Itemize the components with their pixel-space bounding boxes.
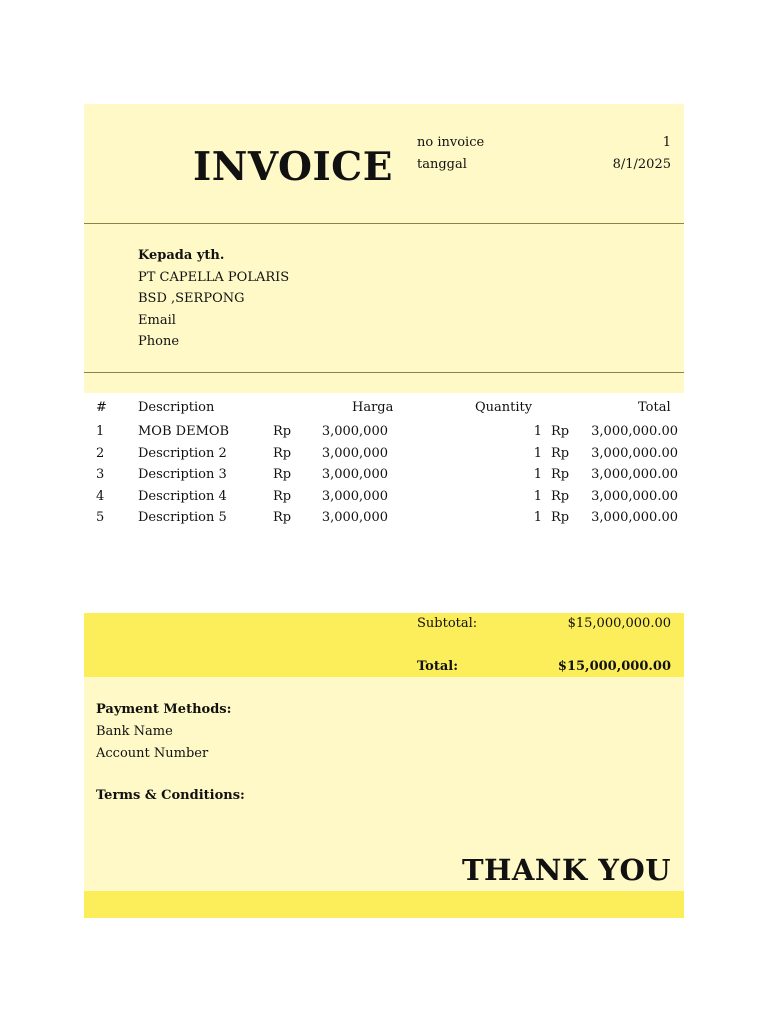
- row-price-currency: Rp: [273, 446, 292, 461]
- row-total-currency: Rp: [551, 424, 570, 439]
- row-total: 3,000,000.00: [591, 510, 678, 525]
- bottom-band: [84, 891, 684, 918]
- invoice-header: [84, 104, 684, 223]
- column-header-quantity: Quantity: [475, 400, 533, 415]
- row-price-currency: Rp: [273, 510, 292, 525]
- row-description: Description 4: [138, 489, 227, 504]
- row-description: MOB DEMOB: [138, 424, 230, 439]
- row-number: 4: [96, 489, 105, 504]
- bill-to-section: [84, 224, 684, 372]
- row-price: 3,000,000: [321, 467, 388, 482]
- bill-to-address: BSD ,SERPONG: [138, 291, 245, 306]
- invoice-number-label: no invoice: [417, 135, 485, 150]
- account-number: Account Number: [96, 746, 209, 761]
- row-number: 1: [96, 424, 105, 439]
- invoice-date-label: tanggal: [417, 157, 467, 172]
- row-quantity: 1: [533, 446, 542, 461]
- row-price: 3,000,000: [321, 489, 388, 504]
- row-description: Description 5: [138, 510, 227, 525]
- column-header-number: #: [96, 400, 107, 415]
- invoice-title: INVOICE: [193, 144, 393, 190]
- row-number: 3: [96, 467, 105, 482]
- row-quantity: 1: [533, 489, 542, 504]
- row-quantity: 1: [533, 424, 542, 439]
- row-price-currency: Rp: [273, 489, 292, 504]
- subtotal-label: Subtotal:: [417, 616, 478, 631]
- terms-heading: Terms & Conditions:: [96, 788, 245, 803]
- row-price-currency: Rp: [273, 424, 292, 439]
- bill-to-company: PT CAPELLA POLARIS: [138, 270, 290, 285]
- column-header-total: Total: [638, 400, 671, 415]
- row-total: 3,000,000.00: [591, 467, 678, 482]
- totals-section: [84, 613, 684, 677]
- payment-methods-heading: Payment Methods:: [96, 702, 232, 717]
- row-number: 2: [96, 446, 105, 461]
- total-label: Total:: [417, 659, 459, 674]
- column-header-description: Description: [138, 400, 215, 415]
- row-total: 3,000,000.00: [591, 489, 678, 504]
- thank-you-text: THANK YOU: [461, 853, 671, 887]
- row-total-currency: Rp: [551, 489, 570, 504]
- row-number: 5: [96, 510, 105, 525]
- footer-section: [84, 677, 684, 891]
- subtotal-value: $15,000,000.00: [567, 616, 671, 631]
- row-description: Description 2: [138, 446, 227, 461]
- bank-name: Bank Name: [96, 724, 173, 739]
- bill-to-phone: Phone: [138, 334, 180, 349]
- bill-to-email: Email: [138, 313, 176, 328]
- row-price: 3,000,000: [321, 446, 388, 461]
- column-header-price: Harga: [352, 400, 394, 415]
- row-total-currency: Rp: [551, 446, 570, 461]
- bill-to-heading: Kepada yth.: [138, 248, 225, 263]
- total-value: $15,000,000.00: [557, 659, 671, 674]
- invoice-number-value: 1: [662, 135, 671, 150]
- row-quantity: 1: [533, 510, 542, 525]
- row-total: 3,000,000.00: [591, 424, 678, 439]
- row-price: 3,000,000: [321, 510, 388, 525]
- row-total-currency: Rp: [551, 467, 570, 482]
- row-quantity: 1: [533, 467, 542, 482]
- invoice-date-value: 8/1/2025: [612, 157, 671, 172]
- row-description: Description 3: [138, 467, 227, 482]
- spacer-band: [84, 373, 684, 393]
- row-total-currency: Rp: [551, 510, 570, 525]
- row-total: 3,000,000.00: [591, 446, 678, 461]
- row-price-currency: Rp: [273, 467, 292, 482]
- row-price: 3,000,000: [321, 424, 388, 439]
